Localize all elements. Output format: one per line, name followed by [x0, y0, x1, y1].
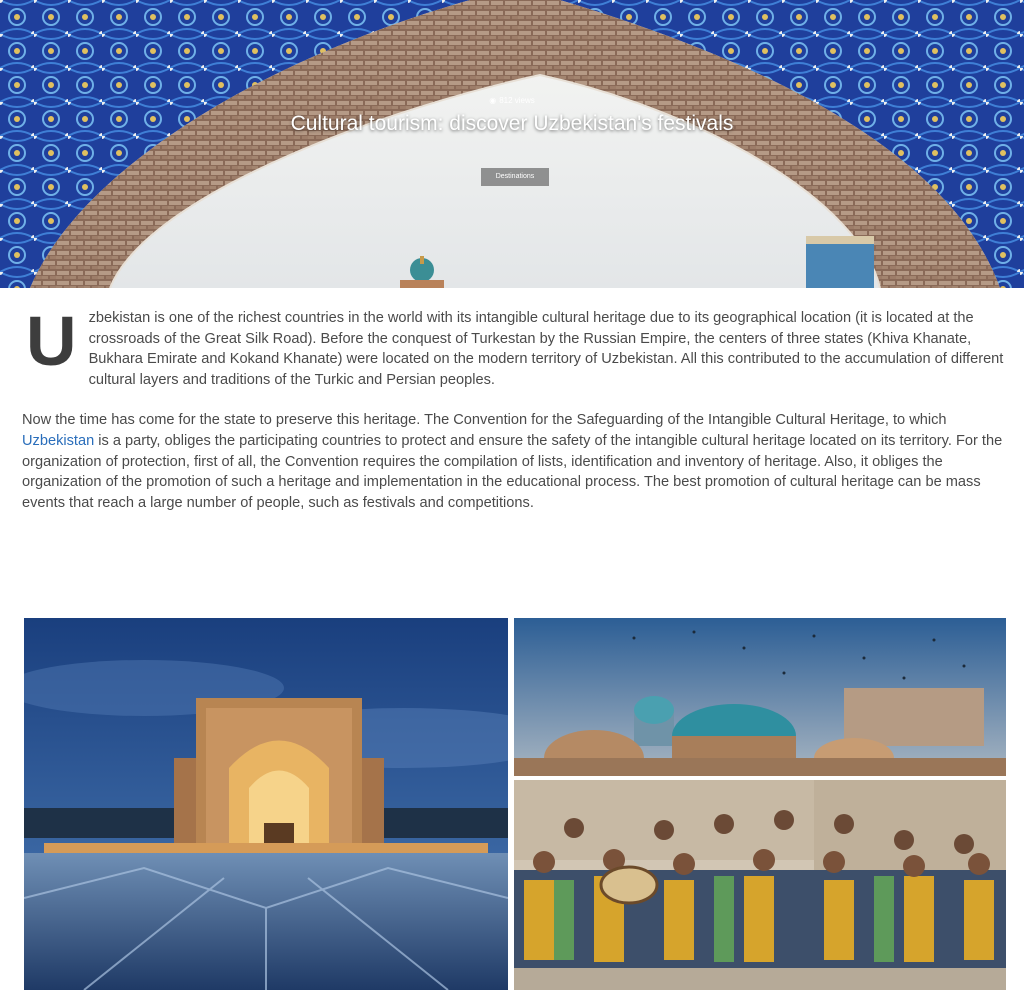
paragraph-2-text-b: is a party, obliges the participating countries to protect and ensure the safety of the intangible cultural heritage located on its territory. For the organization of protection, first of all, the Convention requires the compilation of lists, identification and inventory of heritage. Also, it obliges the organization of the promotion of such a heritage and implementation in the educational process. The best promotion of cultural heritage can be mass events that reach a large number of people, such as festivals and competitions. [22, 432, 1003, 511]
gallery-image-musicians[interactable] [514, 780, 1006, 990]
views-count-text: 812 views [499, 96, 535, 105]
uzbekistan-link[interactable]: Uzbekistan [22, 432, 95, 449]
eye-icon: ◉ [489, 96, 497, 105]
views-counter [0, 96, 1024, 105]
paragraph-1-text: zbekistan is one of the richest countries in the world with its intangible cultural heritage due to its geographical location (it is located at the crossroads of the Great Silk Road). Before the conquest of Turkestan by the Russian Empire, the centers of three states (Khiva Khanate, Bukhara Emirate and Kokand Khanate) were located on the modern territory of Uzbekistan. All this contributed to the accumulation of different cultural layers and traditions of the Turkic and Persian peoples. [88, 310, 1004, 388]
drop-cap: U [26, 302, 77, 380]
skyline-photo [514, 618, 1006, 776]
musicians-photo [514, 780, 1006, 990]
gallery-image-skyline[interactable] [514, 618, 1006, 776]
article-body [22, 302, 1012, 513]
gallery-image-mausoleum[interactable] [24, 618, 508, 990]
page-title: Cultural tourism: discover Uzbekistan's festivals [290, 112, 734, 135]
paragraph-2-text-a: Now the time has come for the state to preserve this heritage. The Convention for the Safeguarding of the Intangible Cultural Heritage, to which [22, 412, 947, 429]
mausoleum-photo [24, 618, 508, 990]
category-tag-button[interactable]: Destinations [481, 168, 549, 186]
hero-banner [0, 0, 1024, 288]
paragraph-2 [22, 410, 1012, 513]
hero-arch-image [0, 0, 1024, 288]
paragraph-1 [22, 302, 1012, 390]
